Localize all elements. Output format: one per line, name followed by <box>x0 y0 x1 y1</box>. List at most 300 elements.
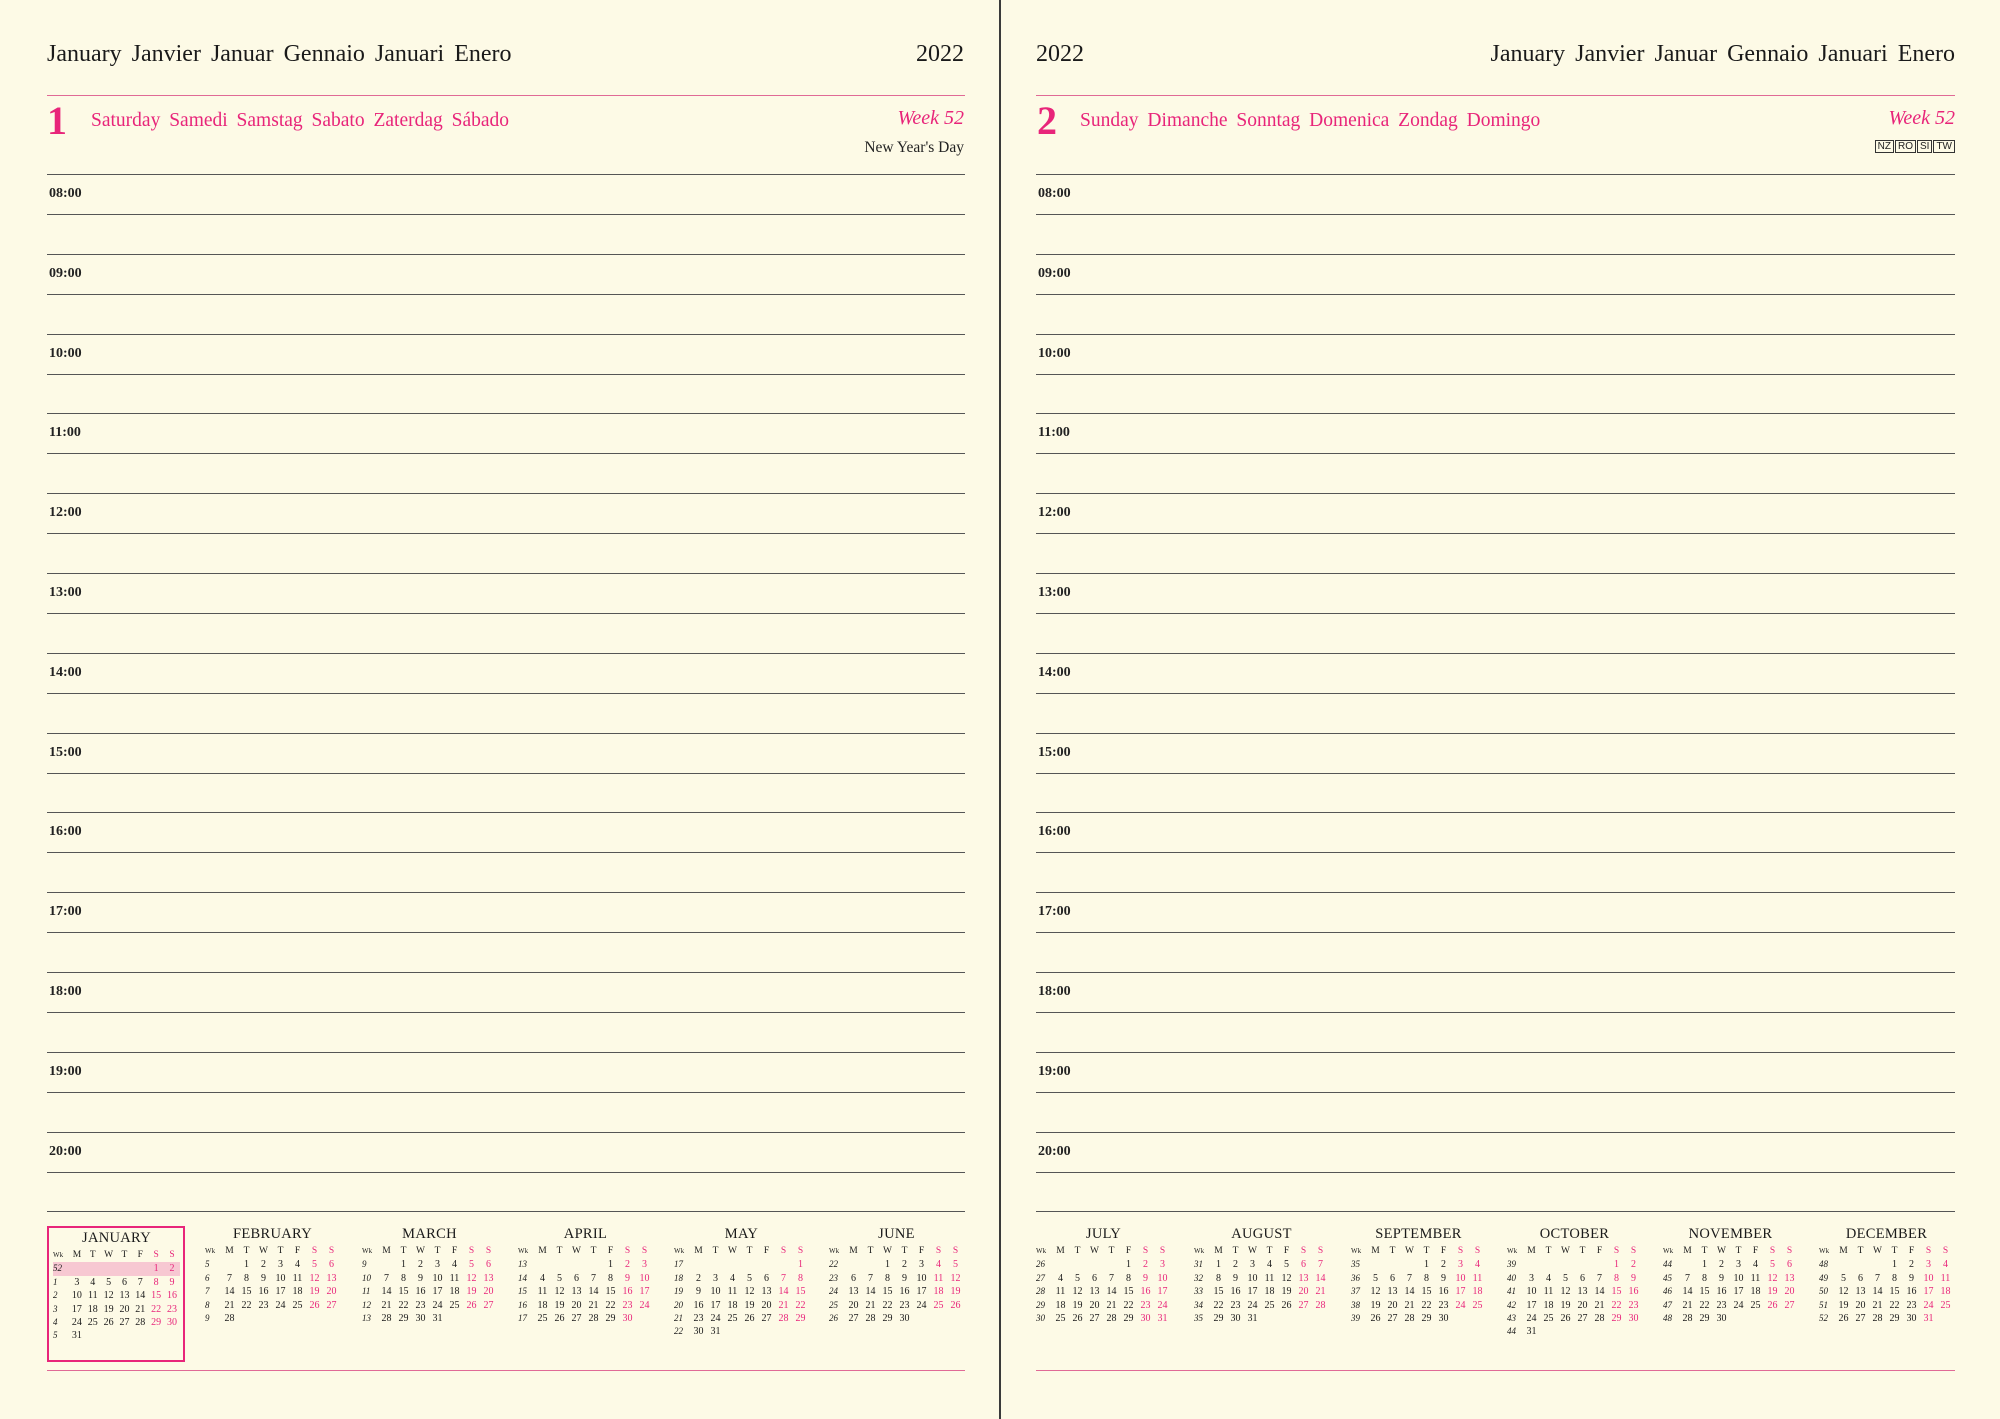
calendar-day: 15 <box>241 1286 252 1298</box>
week-number: 6 <box>205 1272 210 1283</box>
calendar-day: 13 <box>1784 1272 1795 1284</box>
ruled-line <box>1036 214 1955 215</box>
calendar-day: 14 <box>1404 1286 1415 1298</box>
weekday-header: F <box>1908 1246 1915 1256</box>
week-column-header: Wk <box>362 1247 373 1255</box>
weekday-header: S <box>1474 1246 1481 1256</box>
ruled-line <box>1036 892 1955 893</box>
week-number: 18 <box>674 1272 683 1283</box>
calendar-day: 2 <box>164 1262 180 1275</box>
calendar-day: 10 <box>1157 1272 1168 1284</box>
hour-label: 19:00 <box>1038 1064 1071 1079</box>
ruled-line <box>1036 294 1955 295</box>
weekday-header: T <box>1074 1246 1081 1256</box>
weekday-header: T <box>556 1246 563 1256</box>
calendar-day: 21 <box>1404 1299 1415 1311</box>
weekday-header: S <box>311 1246 318 1256</box>
calendar-day: 6 <box>1092 1272 1097 1284</box>
week-row <box>362 1258 497 1271</box>
calendar-day: 29 <box>1421 1313 1432 1325</box>
calendar-day <box>164 1329 180 1342</box>
calendar-day: 23 <box>167 1303 178 1315</box>
calendar-day: 28 <box>1106 1313 1117 1325</box>
weekday-header-row <box>53 1249 180 1262</box>
calendar-day: 4 <box>1943 1259 1948 1271</box>
weekday-header: T <box>121 1250 128 1260</box>
ruled-line <box>1036 493 1955 494</box>
week-number: 17 <box>518 1313 527 1324</box>
weekday-header: T <box>89 1250 96 1260</box>
ruled-line <box>47 453 965 454</box>
calendar-day: 24 <box>1157 1299 1168 1311</box>
ruled-line <box>47 693 965 694</box>
calendar-day: 15 <box>1123 1286 1134 1298</box>
weekday-header: T <box>867 1246 874 1256</box>
ruled-line <box>1036 613 1955 614</box>
weekday-header: T <box>243 1246 250 1256</box>
day-number: 1 <box>47 98 67 143</box>
week-row <box>1663 1299 1798 1312</box>
week-number: 15 <box>518 1286 527 1297</box>
calendar-day: 10 <box>710 1286 721 1298</box>
mini-calendar-may <box>674 1226 809 1339</box>
weekday-header: W <box>883 1246 892 1256</box>
weekday-header: M <box>72 1250 82 1260</box>
calendar-day: 15 <box>151 1290 162 1302</box>
week-number: 26 <box>1036 1259 1045 1270</box>
calendar-day: 7 <box>868 1272 873 1284</box>
weekday-header: S <box>641 1246 648 1256</box>
calendar-day: 4 <box>90 1276 96 1288</box>
calendar-day: 4 <box>1753 1259 1758 1271</box>
calendar-day: 30 <box>899 1313 910 1325</box>
calendar-day <box>1557 1258 1574 1271</box>
calendar-day: 5 <box>1284 1259 1289 1271</box>
calendar-day: 23 <box>258 1299 269 1311</box>
calendar-day: 21 <box>778 1299 789 1311</box>
weekday-header: S <box>1630 1246 1637 1256</box>
weekday-header: T <box>1232 1246 1239 1256</box>
week-row <box>1194 1258 1329 1271</box>
calendar-day <box>947 1312 964 1325</box>
calendar-day: 6 <box>486 1259 491 1271</box>
calendar-day: 11 <box>87 1290 98 1302</box>
ruled-line <box>47 733 965 734</box>
calendar-day: 4 <box>1546 1272 1551 1284</box>
week-number: 5 <box>205 1259 210 1270</box>
calendar-day: 23 <box>1716 1299 1727 1311</box>
calendar-day: 12 <box>950 1272 961 1284</box>
calendar-day <box>1069 1258 1086 1271</box>
calendar-day: 14 <box>135 1290 146 1302</box>
weekday-header: W <box>1405 1246 1414 1256</box>
calendar-day <box>1401 1258 1418 1271</box>
calendar-day: 1 <box>1126 1259 1131 1271</box>
ruled-line <box>1036 1052 1955 1053</box>
week-number: 24 <box>829 1286 838 1297</box>
hour-label: 20:00 <box>49 1144 82 1159</box>
calendar-day: 5 <box>747 1272 752 1284</box>
calendar-day: 15 <box>1213 1286 1224 1298</box>
calendar-day <box>1781 1312 1798 1325</box>
calendar-day <box>272 1312 289 1325</box>
weekday-header-row <box>518 1245 653 1258</box>
calendar-day: 4 <box>1058 1272 1063 1284</box>
week-number: 43 <box>1507 1313 1516 1324</box>
weekday-header: M <box>1527 1246 1536 1256</box>
calendar-day: 2 <box>696 1272 701 1284</box>
calendar-day: 16 <box>622 1286 633 1298</box>
calendar-day: 23 <box>415 1299 426 1311</box>
right-page <box>1001 0 2000 1419</box>
calendar-day: 10 <box>1526 1286 1537 1298</box>
weekday-header-row <box>205 1245 340 1258</box>
calendar-day: 25 <box>87 1317 98 1329</box>
calendar-day <box>741 1258 758 1271</box>
calendar-day: 13 <box>1089 1286 1100 1298</box>
day-names: Saturday Samedi Samstag Sabato Zaterdag Sábado <box>91 110 510 131</box>
week-row <box>1507 1325 1642 1338</box>
week-column-header: Wk <box>674 1247 685 1255</box>
calendar-day <box>913 1312 930 1325</box>
calendar-day: 30 <box>415 1313 426 1325</box>
week-row <box>1036 1258 1171 1271</box>
week-row <box>829 1312 964 1325</box>
calendar-day: 22 <box>1889 1299 1900 1311</box>
calendar-day: 11 <box>933 1272 944 1284</box>
week-row <box>53 1316 180 1329</box>
calendar-day: 5 <box>953 1259 958 1271</box>
weekday-header: M <box>225 1246 234 1256</box>
hour-label: 16:00 <box>1038 824 1071 839</box>
weekday-header: T <box>434 1246 441 1256</box>
week-column-header: Wk <box>518 1247 529 1255</box>
calendar-day: 10 <box>1923 1272 1934 1284</box>
hour-label: 18:00 <box>1038 984 1071 999</box>
calendar-day <box>463 1312 480 1325</box>
week-column-header: Wk <box>1351 1247 1362 1255</box>
calendar-day: 27 <box>848 1313 859 1325</box>
calendar-day: 28 <box>1315 1299 1326 1311</box>
calendar-day: 12 <box>309 1272 320 1284</box>
calendar-day <box>1312 1312 1329 1325</box>
week-row <box>1351 1258 1486 1271</box>
weekday-header: W <box>1873 1246 1882 1256</box>
calendar-day <box>1852 1258 1869 1271</box>
calendar-day: 30 <box>167 1317 178 1329</box>
week-number: 21 <box>674 1313 683 1324</box>
calendar-day: 20 <box>848 1299 859 1311</box>
calendar-day: 15 <box>1421 1286 1432 1298</box>
calendar-day <box>238 1312 255 1325</box>
calendar-day: 1 <box>1424 1259 1429 1271</box>
calendar-day: 22 <box>398 1299 409 1311</box>
weekday-header: F <box>1125 1246 1132 1256</box>
calendar-day: 8 <box>244 1272 249 1284</box>
week-row <box>53 1276 180 1289</box>
calendar-day: 23 <box>693 1313 704 1325</box>
hour-label: 18:00 <box>49 984 82 999</box>
calendar-day: 7 <box>137 1276 143 1288</box>
calendar-day: 26 <box>309 1299 320 1311</box>
hour-label: 13:00 <box>49 585 82 600</box>
week-row <box>205 1299 340 1312</box>
weekday-header: F <box>918 1246 925 1256</box>
ruled-line <box>1036 413 1955 414</box>
calendar-day: 27 <box>1298 1299 1309 1311</box>
calendar-day: 21 <box>1315 1286 1326 1298</box>
calendar-day: 20 <box>1784 1286 1795 1298</box>
country-code-badges <box>1875 140 1955 153</box>
week-row <box>1351 1272 1486 1285</box>
calendar-day: 28 <box>1404 1313 1415 1325</box>
calendar-day <box>741 1325 758 1338</box>
weekday-header: F <box>1596 1246 1603 1256</box>
calendar-day: 18 <box>1055 1299 1066 1311</box>
week-row <box>362 1312 497 1325</box>
ruled-line <box>47 773 965 774</box>
calendar-day: 9 <box>169 1276 175 1288</box>
week-number: 49 <box>1819 1272 1828 1283</box>
weekday-header: M <box>849 1246 858 1256</box>
calendar-day: 14 <box>1594 1286 1605 1298</box>
calendar-day: 6 <box>121 1276 127 1288</box>
mini-calendar-title: JUNE <box>878 1226 915 1242</box>
calendar-day: 2 <box>625 1259 630 1271</box>
week-row <box>674 1258 809 1271</box>
week-column-header: Wk <box>829 1247 840 1255</box>
weekday-header: T <box>400 1246 407 1256</box>
mini-calendar-march <box>362 1226 497 1325</box>
mini-calendar-grid <box>674 1245 809 1339</box>
mini-calendar-title: AUGUST <box>1231 1226 1292 1242</box>
calendar-day: 21 <box>588 1299 599 1311</box>
weekday-header: F <box>763 1246 770 1256</box>
calendar-day: 3 <box>1458 1259 1463 1271</box>
weekday-header: T <box>1108 1246 1115 1256</box>
calendar-day <box>1679 1258 1696 1271</box>
weekday-header: S <box>1300 1246 1307 1256</box>
calendar-day <box>1869 1258 1886 1271</box>
calendar-day <box>1591 1258 1608 1271</box>
week-row <box>829 1258 964 1271</box>
calendar-day: 12 <box>554 1286 565 1298</box>
weekday-header: W <box>259 1246 268 1256</box>
country-code-badge: TW <box>1933 140 1955 153</box>
calendar-day: 18 <box>1543 1299 1554 1311</box>
weekday-header: W <box>104 1250 114 1260</box>
calendar-day: 25 <box>1750 1299 1761 1311</box>
calendar-day: 3 <box>1250 1259 1255 1271</box>
weekday-header: W <box>1248 1246 1257 1256</box>
week-row <box>53 1303 180 1316</box>
ruled-line <box>1036 453 1955 454</box>
ruled-line <box>47 174 965 175</box>
calendar-day: 26 <box>744 1313 755 1325</box>
calendar-day <box>1625 1325 1642 1338</box>
week-number: 22 <box>674 1326 683 1337</box>
weekday-header-row <box>1663 1245 1798 1258</box>
week-column-header: Wk <box>1036 1247 1047 1255</box>
calendar-day: 29 <box>605 1313 616 1325</box>
calendar-day: 14 <box>778 1286 789 1298</box>
week-row <box>1036 1272 1171 1285</box>
calendar-day: 3 <box>713 1272 718 1284</box>
week-number: 42 <box>1507 1299 1516 1310</box>
calendar-day: 28 <box>1682 1313 1693 1325</box>
week-row <box>1507 1272 1642 1285</box>
ruled-line <box>47 254 965 255</box>
calendar-day: 19 <box>1767 1286 1778 1298</box>
calendar-day: 3 <box>1529 1272 1534 1284</box>
week-number: 50 <box>1819 1286 1828 1297</box>
calendar-day <box>585 1258 602 1271</box>
week-number: 16 <box>518 1299 527 1310</box>
holiday-label: New Year's Day <box>864 139 964 156</box>
calendar-day: 20 <box>761 1299 772 1311</box>
calendar-day <box>1730 1312 1747 1325</box>
calendar-day: 29 <box>151 1317 162 1329</box>
calendar-day: 28 <box>1594 1313 1605 1325</box>
calendar-day <box>1574 1258 1591 1271</box>
calendar-day: 9 <box>625 1272 630 1284</box>
weekday-header: T <box>1701 1246 1708 1256</box>
calendar-day <box>862 1258 879 1271</box>
week-number: 48 <box>1663 1313 1672 1324</box>
week-number: 52 <box>53 1262 69 1275</box>
mini-calendar-november <box>1663 1226 1798 1325</box>
calendar-day: 4 <box>1475 1259 1480 1271</box>
week-row <box>674 1285 809 1298</box>
calendar-day: 25 <box>1543 1313 1554 1325</box>
calendar-day <box>551 1258 568 1271</box>
calendar-day <box>1574 1325 1591 1338</box>
calendar-day: 7 <box>227 1272 232 1284</box>
weekday-header: W <box>572 1246 581 1256</box>
calendar-day: 8 <box>1126 1272 1131 1284</box>
calendar-day <box>1367 1258 1384 1271</box>
calendar-day: 13 <box>1298 1272 1309 1284</box>
calendar-day: 28 <box>778 1313 789 1325</box>
weekday-header: W <box>1717 1246 1726 1256</box>
mini-calendar-february <box>205 1226 340 1325</box>
week-number: 33 <box>1194 1286 1203 1297</box>
calendar-day: 19 <box>103 1303 114 1315</box>
weekday-header: F <box>451 1246 458 1256</box>
left-page <box>0 0 999 1419</box>
calendar-day: 26 <box>466 1299 477 1311</box>
calendar-day: 1 <box>1702 1259 1707 1271</box>
calendar-day: 21 <box>1594 1299 1605 1311</box>
week-row <box>1194 1272 1329 1285</box>
ruled-line <box>47 932 965 933</box>
calendar-day: 30 <box>1906 1313 1917 1325</box>
calendar-day: 4 <box>295 1259 300 1271</box>
calendar-day: 8 <box>1702 1272 1707 1284</box>
week-number: 37 <box>1351 1286 1360 1297</box>
week-number: 39 <box>1351 1313 1360 1324</box>
calendar-day: 10 <box>1455 1272 1466 1284</box>
calendar-day: 12 <box>466 1272 477 1284</box>
calendar-day: 31 <box>1157 1313 1168 1325</box>
calendar-day: 7 <box>1109 1272 1114 1284</box>
calendar-day: 6 <box>1580 1272 1585 1284</box>
calendar-day: 8 <box>401 1272 406 1284</box>
calendar-day: 22 <box>1699 1299 1710 1311</box>
calendar-day: 8 <box>153 1276 159 1288</box>
week-column-header: Wk <box>1663 1247 1674 1255</box>
week-row <box>518 1272 653 1285</box>
calendar-day: 10 <box>432 1272 443 1284</box>
calendar-day: 1 <box>1216 1259 1221 1271</box>
week-number: 10 <box>362 1272 371 1283</box>
calendar-day: 2 <box>1719 1259 1724 1271</box>
calendar-day: 2 <box>261 1259 266 1271</box>
weekday-header: F <box>1440 1246 1447 1256</box>
week-number: 38 <box>1351 1299 1360 1310</box>
weekday-header: F <box>1752 1246 1759 1256</box>
calendar-day: 12 <box>1560 1286 1571 1298</box>
week-number: 41 <box>1507 1286 1516 1297</box>
calendar-day: 22 <box>1611 1299 1622 1311</box>
calendar-day <box>845 1258 862 1271</box>
calendar-day: 21 <box>1106 1299 1117 1311</box>
week-row <box>1819 1285 1954 1298</box>
calendar-day: 3 <box>1926 1259 1931 1271</box>
calendar-day: 14 <box>1315 1272 1326 1284</box>
calendar-day: 26 <box>1560 1313 1571 1325</box>
week-row <box>674 1272 809 1285</box>
calendar-day: 12 <box>1838 1286 1849 1298</box>
weekday-header: M <box>1839 1246 1848 1256</box>
calendar-day: 27 <box>119 1317 130 1329</box>
calendar-day: 3 <box>1736 1259 1741 1271</box>
week-number: 13 <box>518 1259 527 1270</box>
calendar-day: 7 <box>1597 1272 1602 1284</box>
ruled-line <box>47 374 965 375</box>
calendar-day <box>323 1312 340 1325</box>
ruled-line <box>1036 1211 1955 1212</box>
calendar-day: 17 <box>916 1286 927 1298</box>
calendar-day: 1 <box>148 1262 164 1275</box>
week-row <box>1194 1299 1329 1312</box>
calendar-day: 31 <box>1526 1326 1537 1338</box>
hour-label: 16:00 <box>49 824 82 839</box>
calendar-day: 6 <box>764 1272 769 1284</box>
calendar-day: 9 <box>696 1286 701 1298</box>
calendar-day: 21 <box>224 1299 235 1311</box>
weekday-header-row <box>1351 1245 1486 1258</box>
weekday-header: S <box>169 1250 175 1260</box>
week-number: 39 <box>1507 1259 1516 1270</box>
calendar-day <box>1261 1312 1278 1325</box>
calendar-day: 2 <box>902 1259 907 1271</box>
week-number: 11 <box>362 1286 371 1297</box>
weekday-header: M <box>1683 1246 1692 1256</box>
week-row <box>1663 1272 1798 1285</box>
week-row <box>205 1312 340 1325</box>
calendar-day: 16 <box>167 1290 178 1302</box>
week-column-header: Wk <box>1507 1247 1518 1255</box>
hour-label: 15:00 <box>1038 745 1071 760</box>
calendar-day: 14 <box>1682 1286 1693 1298</box>
ruled-line <box>1036 334 1955 335</box>
week-number: 8 <box>205 1299 210 1310</box>
week-row <box>1507 1258 1642 1271</box>
calendar-day: 15 <box>882 1286 893 1298</box>
week-row <box>674 1312 809 1325</box>
calendar-day: 20 <box>326 1286 337 1298</box>
